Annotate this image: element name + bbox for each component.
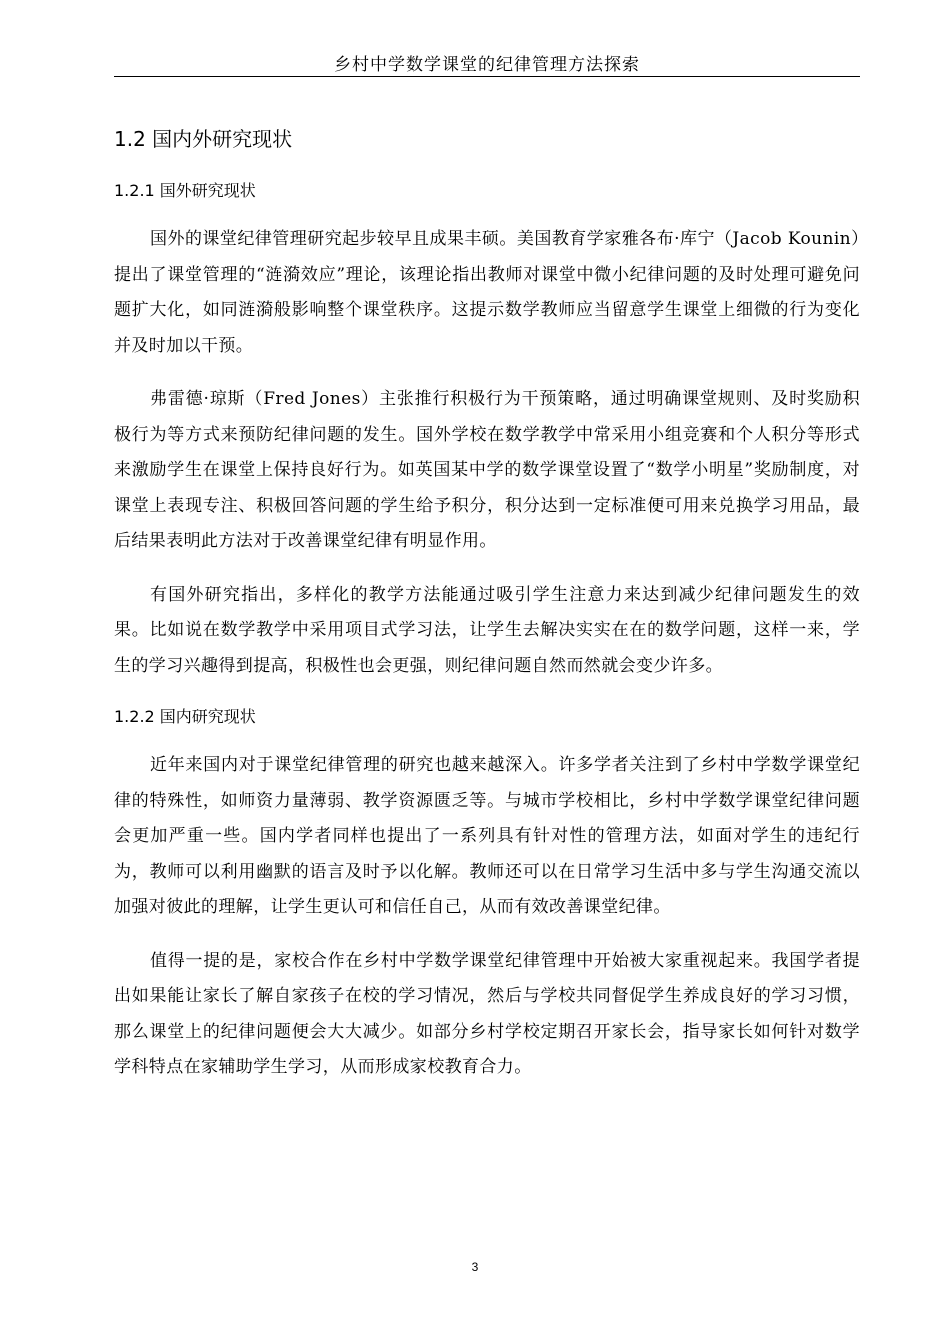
page-body: [114, 120, 860, 1104]
subsection-heading-domestic: 1.2.2 国内研究现状: [114, 707, 256, 726]
paragraph-domestic-1: 近年来国内对于课堂纪律管理的研究也越来越深入。许多学者关注到了乡村中学数学课堂纪律的特殊性，如师资力量薄弱、教学资源匮乏等。与城市学校相比，乡村中学数学课堂纪律问题会更加严重一些。国内学者同样也提出了一系列具有针对性的管理方法，如面对学生的违纪行为，教师可以利用幽默的语言及时予以化解。教师还可以在日常学习生活中多与学生沟通交流以加强对彼此的理解，让学生更认可和信任自己，从而有效改善课堂纪律。: [114, 755, 860, 917]
paragraph-foreign-3: 有国外研究指出，多样化的教学方法能通过吸引学生注意力来达到减少纪律问题发生的效果。比如说在数学教学中采用项目式学习法，让学生去解决实实在在的数学问题，这样一来，学生的学习兴趣得到提高，积极性也会更强，则纪律问题自然而然就会变少许多。: [114, 584, 860, 676]
subsection-heading-foreign: 1.2.1 国外研究现状: [114, 181, 256, 200]
paragraph-foreign-2: 弗雷德·琼斯（Fred Jones）主张推行积极行为干预策略，通过明确课堂规则、及时奖励积极行为等方式来预防纪律问题的发生。国外学校在数学教学中常采用小组竞赛和个人积分等形式来激励学生在课堂上保持良好行为。如英国某中学的数学课堂设置了“数学小明星”奖励制度，对课堂上表现专注、积极回答问题的学生给予积分，积分达到一定标准便可用来兑换学习用品，最后结果表明此方法对于改善课堂纪律有明显作用。: [114, 389, 860, 551]
section-heading: 1.2 国内外研究现状: [114, 127, 293, 151]
running-header: 乡村中学数学课堂的纪律管理方法探索: [334, 55, 640, 75]
paragraph-foreign-1: 国外的课堂纪律管理研究起步较早且成果丰硕。美国教育学家雅各布·库宁（Jacob Kounin）提出了课堂管理的“涟漪效应”理论，该理论指出教师对课堂中微小纪律问题的及时处理可避免问题扩大化，如同涟漪般影响整个课堂秩序。这提示数学教师应当留意学生课堂上细微的行为变化并及时加以干预。: [114, 229, 860, 356]
header-divider: [114, 76, 860, 77]
paragraph-domestic-2: 值得一提的是，家校合作在乡村中学数学课堂纪律管理中开始被大家重视起来。我国学者提出如果能让家长了解自家孩子在校的学习情况，然后与学校共同督促学生养成良好的学习习惯，那么课堂上的纪律问题便会大大减少。如部分乡村学校定期召开家长会，指导家长如何针对数学学科特点在家辅助学生学习，从而形成家校教育合力。: [114, 950, 860, 1077]
page-number: 3: [471, 1260, 479, 1274]
